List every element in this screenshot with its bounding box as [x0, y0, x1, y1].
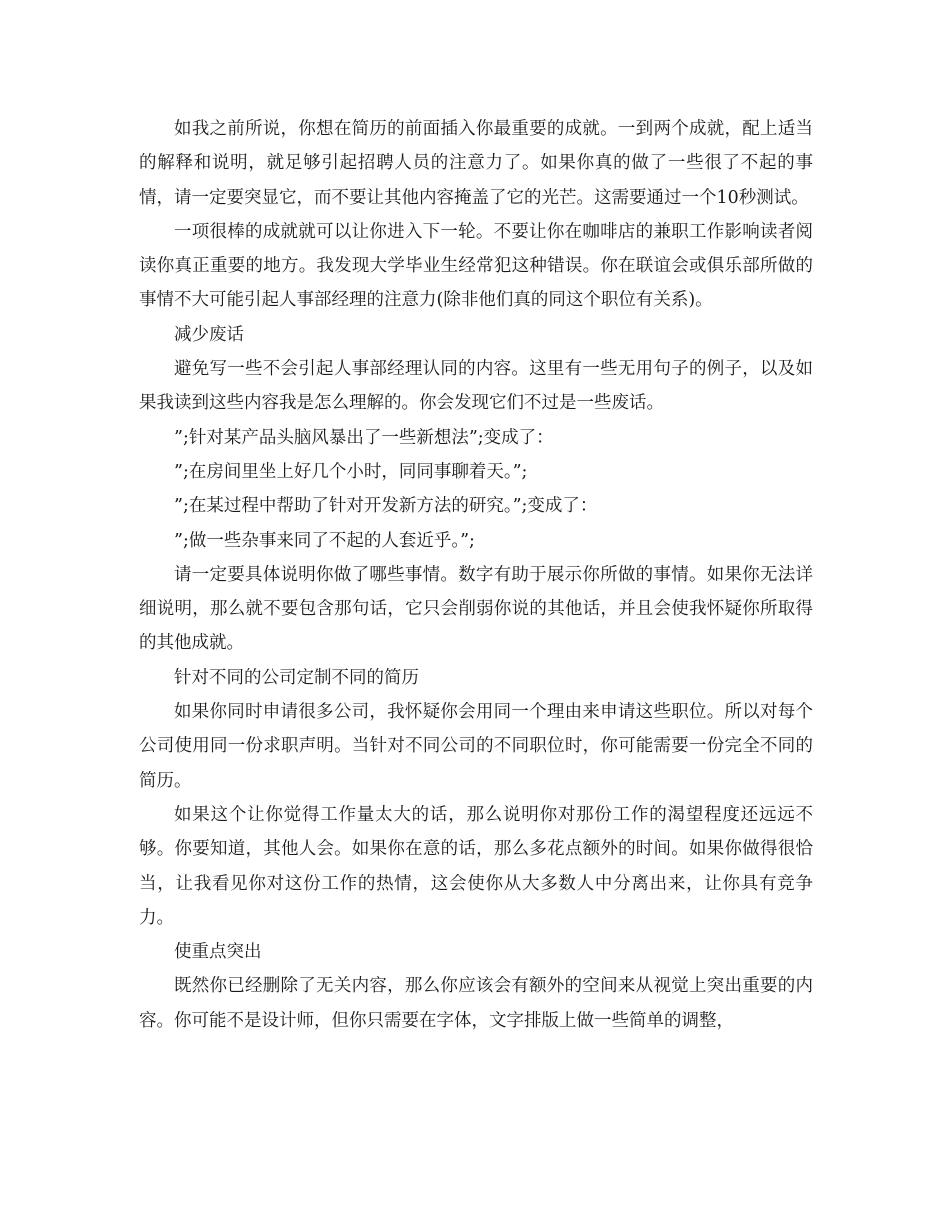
example-line-3: ”;在某过程中帮助了针对开发新方法的研究。”;变成了： [174, 496, 598, 517]
section-heading-customize-resume: 针对不同的公司定制不同的简历 [174, 667, 419, 688]
paragraph-avoid-content: 避免写一些不会引起人事部经理认同的内容。这里有一些无用句子的例子，以及如果我读到这些内容我是怎么理解的。你会发现它们不过是一些废话。 [139, 359, 813, 414]
paragraph-be-specific: 请一定要具体说明你做了哪些事情。数字有助于展示你所做的事情。如果你无法详细说明，那么就不要包含那句话，它只会削弱你说的其他话，并且会使我怀疑你所取得的其他成就。 [139, 564, 813, 654]
paragraph-next-round: 一项很棒的成就就可以让你进入下一轮。不要让你在咖啡店的兼职工作影响读者阅读你真正重要的地方。我发现大学毕业生经常犯这种错误。你在联谊会或俱乐部所做的事情不大可能引起人事部经理的注意力(除非他们真的同这个职位有关系)。 [139, 221, 813, 311]
paragraph-achievements: 如我之前所说，你想在简历的前面插入你最重要的成就。一到两个成就，配上适当的解释和说明，就足够引起招聘人员的注意力了。如果你真的做了一些很了不起的事情，请一定要突显它，而不要让其他内容掩盖了它的光芒。这需要通过一个10秒测试。 [139, 119, 813, 208]
example-line-1: ”;针对某产品头脑风暴出了一些新想法”;变成了： [174, 427, 554, 448]
paragraph-visual-emphasis: 既然你已经删除了无关内容，那么你应该会有额外的空间来从视觉上突出重要的内容。你可能不是设计师，但你只需要在字体，文字排版上做一些简单的调整， [139, 976, 813, 1031]
example-line-4: ”;做一些杂事来同了不起的人套近乎。”; [174, 530, 475, 551]
section-heading-highlight: 使重点突出 [174, 942, 262, 963]
paragraph-workload: 如果这个让你觉得工作量太大的话，那么说明你对那份工作的渴望程度还远远不够。你要知道，其他人会。如果你在意的话，那么多花点额外的时间。如果你做得很恰当，让我看见你对这份工作的热情，这会使你从大多数人中分离出来，让你具有竞争力。 [139, 804, 813, 928]
paragraph-many-companies: 如果你同时申请很多公司，我怀疑你会用同一个理由来申请这些职位。所以对每个公司使用同一份求职声明。当针对不同公司的不同职位时，你可能需要一份完全不同的简历。 [139, 702, 813, 791]
example-line-2: ”;在房间里坐上好几个小时，同同事聊着天。”; [174, 461, 528, 482]
document-body [139, 112, 813, 1038]
section-heading-reduce-nonsense: 减少废话 [174, 324, 244, 345]
